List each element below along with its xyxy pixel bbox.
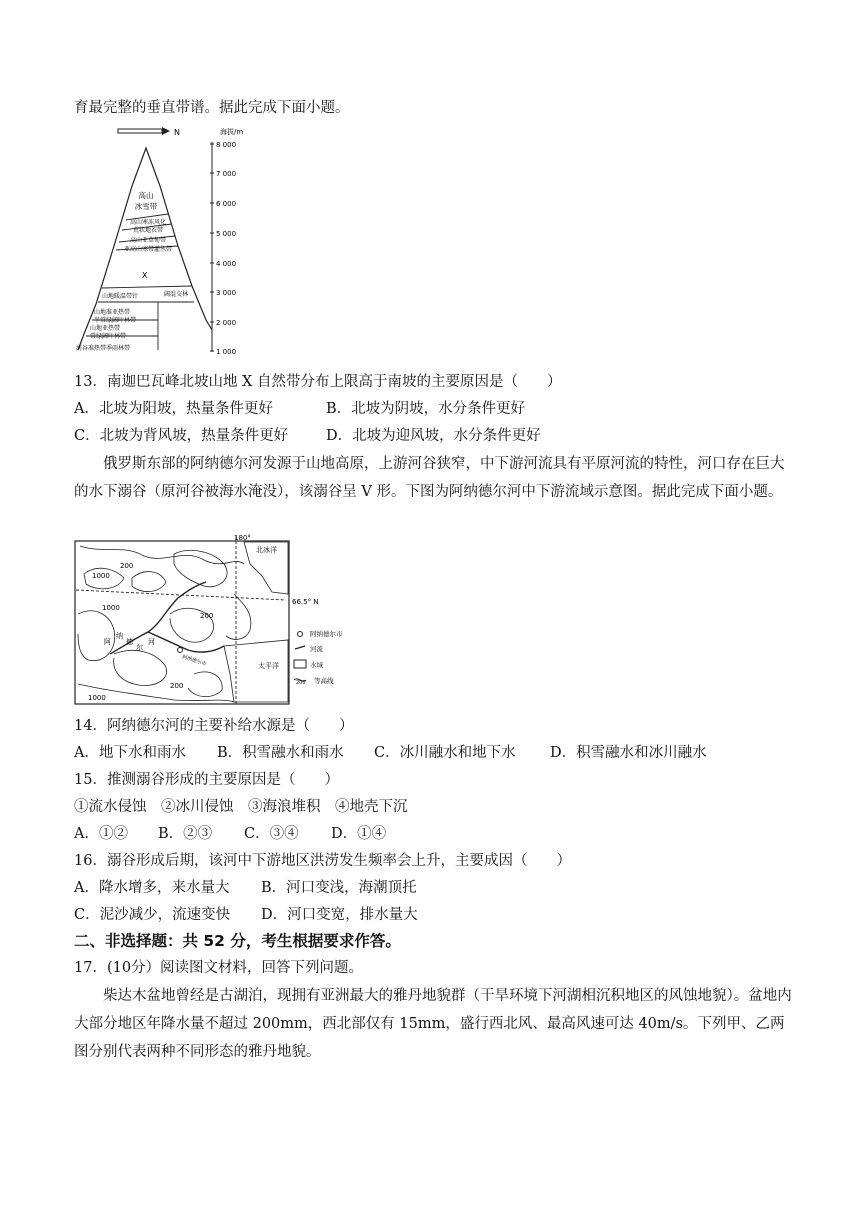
q14-option-b[interactable]: B．积雪融水和雨水 [217, 745, 344, 761]
q17-passage: 柴达木盆地曾经是古湖泊，现拥有亚洲最大的雅丹地貌群（干旱环境下河湖相沉积地区的风蚀地貌）。盆地内大部分地区年降水量不超过 200mm，西北部仅有 15mm，盛行西北风、最高风速可达 40m/s。下列甲、乙两图分别代表两种不同形态的雅丹地貌。 [74, 988, 792, 1060]
svg-text:阿纳德尔市: 阿纳德尔市 [310, 630, 343, 638]
q16-option-a[interactable]: A．降水增多，来水量大 [74, 880, 230, 896]
svg-text:4 000: 4 000 [216, 260, 237, 268]
q13-options-row1 [74, 399, 525, 419]
svg-text:半常绿阔叶林带: 半常绿阔叶林带 [94, 317, 137, 324]
arrow-label: N [174, 128, 180, 137]
passage-anadyr: 俄罗斯东部的阿纳德尔河发源于山地高原，上游河谷狭窄，中下游河流具有平原河流的特性，河口存在巨大的水下溺谷（原河谷被海水淹没），该溺谷呈 V 形。下图为阿纳德尔河中下游流域示意图。据此完成下面小题。 [74, 456, 785, 500]
q16-option-d[interactable]: D．河口变宽，排水量大 [261, 907, 418, 923]
svg-text:高山亚草甸带: 高山亚草甸带 [129, 237, 167, 244]
svg-text:德: 德 [126, 638, 133, 646]
q13-stem: 13．南迦巴瓦峰北坡山地 X 自然带分布上限高于南坡的主要原因是（ ） [74, 374, 562, 390]
q15-option-c[interactable]: C．③④ [244, 826, 299, 842]
lon-label: 180° [234, 534, 251, 542]
svg-text:1000: 1000 [88, 694, 106, 702]
svg-text:纳: 纳 [116, 632, 123, 640]
q13-option-a[interactable]: A．北坡为阳坡，热量条件更好 [74, 401, 273, 417]
q16-stem: 16．溺谷形成后期，该河中下游地区洪涝发生频率会上升，主要成因（ ） [74, 853, 571, 869]
axis-ticks [210, 141, 236, 356]
svg-text:6 000: 6 000 [216, 200, 237, 208]
axis-title: 海拔/m [220, 128, 244, 136]
svg-text:200: 200 [120, 562, 134, 570]
q15-options [74, 824, 386, 844]
q15-option-d[interactable]: D．①④ [331, 826, 387, 842]
svg-text:山地准亚热带: 山地准亚热带 [94, 309, 131, 316]
svg-text:河: 河 [148, 638, 155, 646]
q16-option-c[interactable]: C．泥沙减少，流速变快 [74, 907, 231, 923]
city-label: 阿纳德尔市 [181, 654, 208, 668]
svg-text:山地暖温带针: 山地暖温带针 [102, 293, 139, 300]
svg-text:冰雪带: 冰雪带 [134, 202, 158, 211]
q13-option-d[interactable]: D．北坡为迎风坡，水分条件更好 [326, 428, 541, 444]
q14-option-d[interactable]: D．积雪融水和冰川融水 [550, 745, 707, 761]
arctic-label: 北冰洋 [256, 546, 277, 554]
q13-option-c[interactable]: C．北坡为背风坡，热量条件更好 [74, 428, 289, 444]
q17-stem: 17．(10分）阅读图文材料，回答下列问题。 [74, 960, 364, 976]
map-legend [294, 629, 343, 686]
q14-option-c[interactable]: C．冰川融水和地下水 [374, 745, 516, 761]
svg-text:1 000: 1 000 [216, 348, 237, 356]
pacific-label: 太平洋 [258, 662, 279, 670]
svg-text:3 000: 3 000 [216, 289, 237, 297]
q16-option-b[interactable]: B．河口变浅，海潮顶托 [261, 880, 417, 896]
q15-option-a[interactable]: A．①② [74, 826, 128, 842]
svg-text:2 000: 2 000 [216, 319, 237, 327]
intro-text: 育最完整的垂直带谱。据此完成下面小题。 [74, 100, 350, 116]
svg-text:荒状地衣带: 荒状地衣带 [132, 227, 164, 234]
lat-label: 66.5° N [292, 598, 319, 606]
svg-text:阿: 阿 [104, 638, 111, 646]
svg-text:河流: 河流 [310, 645, 323, 653]
svg-text:水域: 水域 [310, 661, 323, 669]
q14-option-a[interactable]: A．地下水和雨水 [74, 745, 186, 761]
svg-text:高山: 高山 [138, 191, 154, 200]
q16-options-row2 [74, 905, 418, 925]
q13-options-row2 [74, 426, 541, 446]
svg-text:高山寒冻风化: 高山寒冻风化 [129, 219, 167, 226]
north-arrow-icon [118, 127, 170, 135]
belt-x-label: X [142, 271, 148, 280]
svg-text:5 000: 5 000 [216, 230, 237, 238]
svg-text:河谷准热带季雨林带: 河谷准热带季雨林带 [76, 345, 131, 352]
svg-text:200: 200 [296, 680, 306, 686]
section-heading: 二、非选择题：共 52 分，考生根据要求作答。 [74, 932, 401, 950]
q16-options-row1 [74, 878, 417, 898]
anadyr-river-map [74, 534, 394, 706]
svg-text:1000: 1000 [102, 604, 120, 612]
q13-option-b[interactable]: B．北坡为阴坡，水分条件更好 [326, 401, 526, 417]
q14-options [74, 743, 707, 763]
q15-items: ①流水侵蚀 ②冰川侵蚀 ③海浪堆积 ④地壳下沉 [74, 799, 408, 815]
svg-text:7 000: 7 000 [216, 170, 237, 178]
q15-stem: 15．推测溺谷形成的主要原因是（ ） [74, 772, 339, 788]
vertical-zonation-figure [74, 126, 244, 358]
svg-text:尔: 尔 [136, 644, 143, 652]
svg-text:1000: 1000 [92, 572, 110, 580]
svg-text:亚高山寒带灌丛带: 亚高山寒带灌丛带 [123, 246, 173, 253]
q15-option-b[interactable]: B．②③ [158, 826, 213, 842]
q14-stem: 14．阿纳德尔河的主要补给水源是（ ） [74, 718, 354, 734]
svg-text:等高线: 等高线 [314, 677, 334, 685]
svg-text:常绿阔叶林带: 常绿阔叶林带 [90, 333, 127, 340]
city-marker-icon [178, 648, 183, 653]
svg-text:200: 200 [200, 612, 214, 620]
svg-text:山地亚热带: 山地亚热带 [90, 325, 121, 332]
svg-text:阔混交林: 阔混交林 [164, 291, 189, 298]
svg-text:8 000: 8 000 [216, 141, 237, 149]
svg-text:200: 200 [170, 682, 184, 690]
